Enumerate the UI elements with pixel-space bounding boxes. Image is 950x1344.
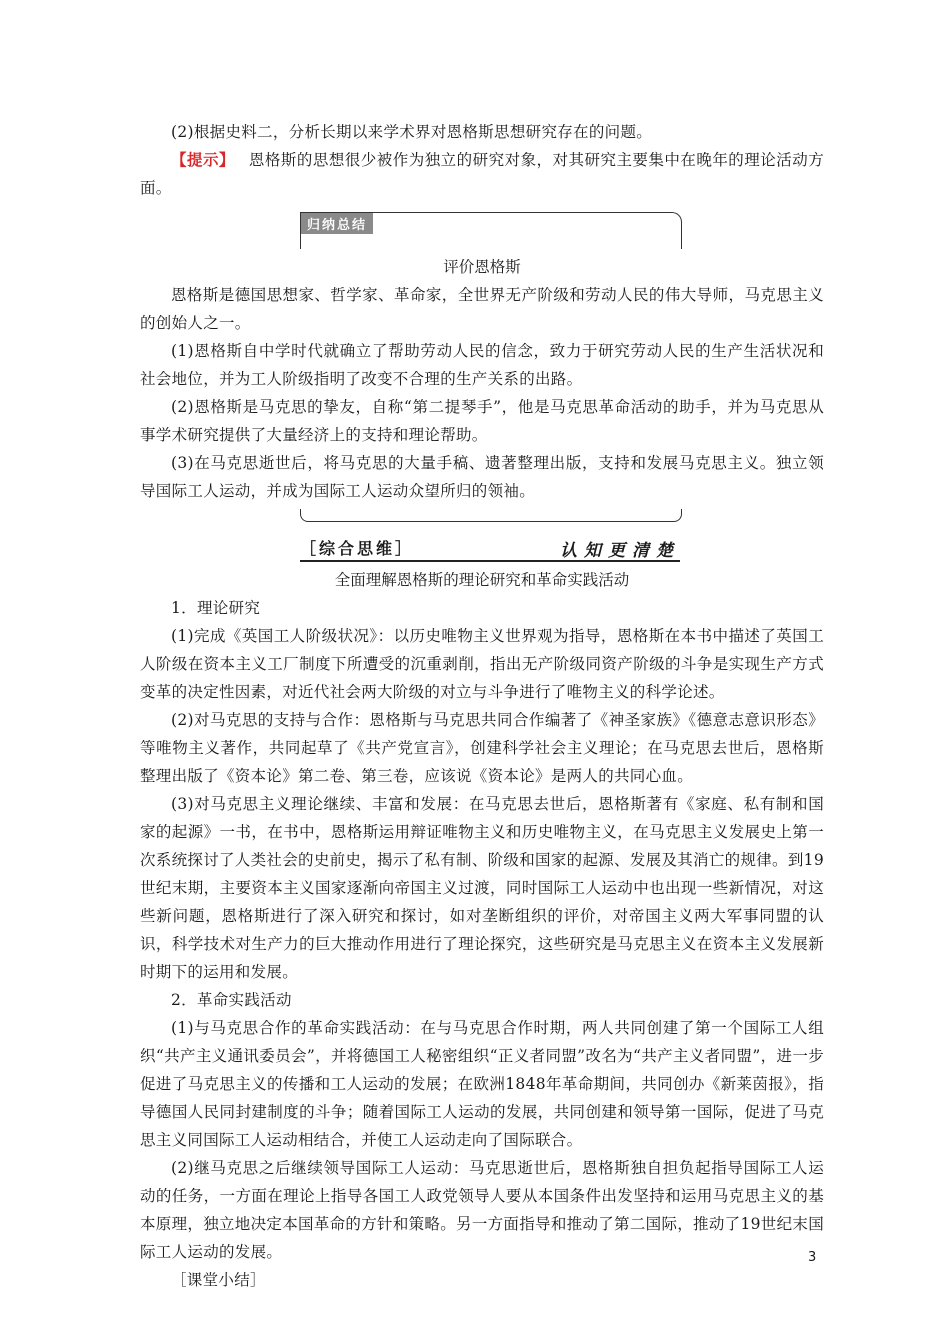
theory-item-2: (2)对马克思的支持与合作：恩格斯与马克思共同合作编著了《神圣家族》《德意志意识形态》等唯物主义著作，共同起草了《共产党宣言》，创建科学社会主义理论；在马克思去世后，恩格斯整理出版了《资本论》第二卷、第三卷，应该说《资本论》是两人的共同心血。 xyxy=(140,711,824,785)
theory-heading: 1．理论研究 xyxy=(171,599,261,617)
hint-paragraph xyxy=(140,146,824,202)
theory-item-3: (3)对马克思主义理论继续、丰富和发展：在马克思去世后，恩格斯著有《家庭、私有制和国家的起源》一书，在书中，恩格斯运用辩证唯物主义和历史唯物主义，在马克思主义发展史上第一次系统探讨了人类社会的史前史，揭示了私有制、阶级和国家的起源、发展及其消亡的规律。到19世纪末期，主要资本主义国家逐渐向帝国主义过渡，同时国际工人运动中也出现一些新情况，对这些新问题，恩格斯进行了深入研究和探讨，如对垄断组织的评价，对帝国主义两大军事同盟的认识，科学技术对生产力的巨大推动作用进行了理论探究，这些研究是马克思主义在资本主义发展新时期下的运用和发展。 xyxy=(140,795,824,981)
practice-heading: 2．革命实践活动 xyxy=(171,991,292,1009)
summary-point-1: (1)恩格斯自中学时代就确立了帮助劳动人民的信念，致力于研究劳动人民的生产生活状况和社会地位，并为工人阶级指明了改变不合理的生产关系的出路。 xyxy=(140,342,824,388)
theory-item-1: (1)完成《英国工人阶级状况》：以历史唯物主义世界观为指导，恩格斯在本书中描述了英国工人阶级在资本主义工厂制度下所遭受的沉重剥削，指出无产阶级同资产阶级的斗争是实现生产方式变革的决定性因素，对近代社会两大阶级的对立与斗争进行了唯物主义的科学论述。 xyxy=(140,627,824,701)
document-page xyxy=(140,118,824,1294)
summary-point-3: (3)在马克思逝世后，将马克思的大量手稿、遗著整理出版，支持和发展马克思主义。独立领导国际工人运动，并成为国际工人运动众望所归的领袖。 xyxy=(140,454,824,500)
class-summary-label: ［课堂小结］ xyxy=(171,1271,266,1289)
summary-intro: 恩格斯是德国思想家、哲学家、革命家，全世界无产阶级和劳动人民的伟大导师，马克思主义的创始人之一。 xyxy=(140,286,824,332)
hint-text: 恩格斯的思想很少被作为独立的研究对象，对其研究主要集中在晚年的理论活动方面。 xyxy=(140,151,824,197)
banner-right-label: 认知更清楚 xyxy=(560,541,680,561)
summary-box-top xyxy=(300,212,682,249)
banner-left-label: ［综合思维］ xyxy=(300,539,415,558)
page-number: 3 xyxy=(808,1250,817,1265)
summary-title: 评价恩格斯 xyxy=(443,258,521,276)
summary-point-2: (2)恩格斯是马克思的挚友，自称“第二提琴手”，他是马克思革命活动的助手，并为马克思从事学术研究提供了大量经济上的支持和理论帮助。 xyxy=(140,398,824,444)
section-banner xyxy=(300,536,680,562)
hint-tag: 【提示】 xyxy=(171,150,235,169)
question-2: (2)根据史料二，分析长期以来学术界对恩格斯思想研究存在的问题。 xyxy=(171,123,653,141)
summary-tag: 归纳总结 xyxy=(301,213,373,234)
section-title: 全面理解恩格斯的理论研究和革命实践活动 xyxy=(334,571,630,589)
practice-item-2: (2)继马克思之后继续领导国际工人运动：马克思逝世后，恩格斯独自担负起指导国际工人运动的任务，一方面在理论上指导各国工人政党领导人要从本国条件出发坚持和运用马克思主义的基本原理，独立地决定本国革命的方针和策略。另一方面指导和推动了第二国际，推动了19世纪末国际工人运动的发展。 xyxy=(140,1159,824,1261)
practice-item-1: (1)与马克思合作的革命实践活动：在与马克思合作时期，两人共同创建了第一个国际工人组织“共产主义通讯委员会”，并将德国工人秘密组织“正义者同盟”改名为“共产主义者同盟”，进一步促进了马克思主义的传播和工人运动的发展；在欧洲1848年革命期间，共同创办《新莱茵报》，指导德国人民同封建制度的斗争；随着国际工人运动的发展，共同创建和领导第一国际，促进了马克思主义同国际工人运动相结合，并使工人运动走向了国际联合。 xyxy=(140,1019,824,1149)
summary-box-bottom xyxy=(300,509,682,522)
